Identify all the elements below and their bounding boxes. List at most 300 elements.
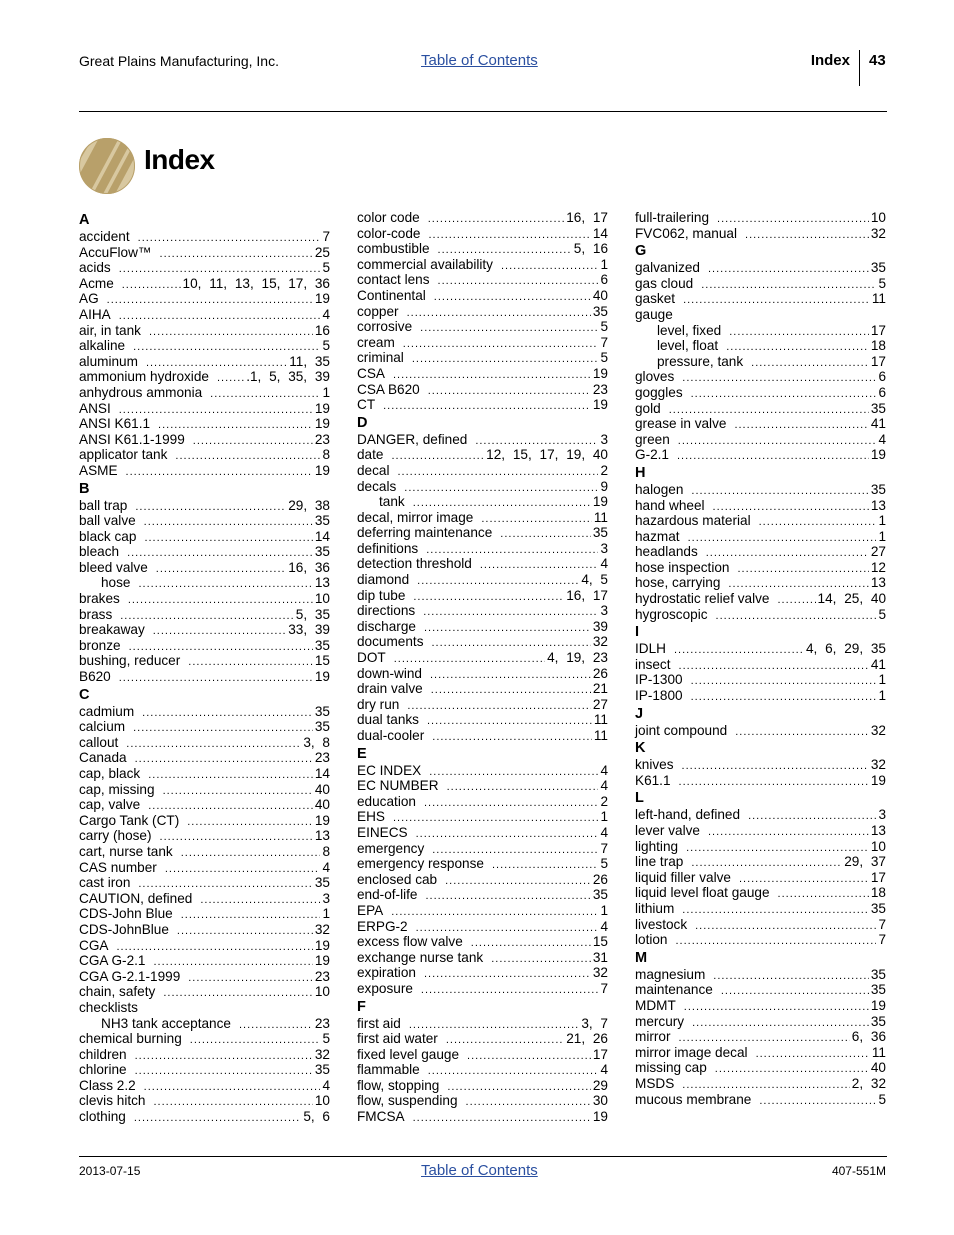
dot-leader — [119, 309, 321, 325]
index-entry[interactable] — [635, 385, 886, 401]
index-entry[interactable] — [79, 782, 330, 798]
index-term: end-of-life — [357, 887, 418, 903]
dot-leader — [153, 1095, 312, 1111]
index-entry[interactable] — [79, 447, 330, 463]
index-entry[interactable] — [357, 825, 608, 841]
index-page-refs: 19 — [314, 462, 330, 478]
index-term: corrosive — [357, 319, 413, 335]
footer-toc-link[interactable]: Table of Contents — [421, 1162, 538, 1179]
index-entry[interactable] — [357, 856, 608, 872]
index-term: clevis hitch — [79, 1093, 146, 1109]
index-page-refs: 11 — [871, 1044, 886, 1060]
index-entry[interactable] — [79, 245, 330, 261]
index-entry[interactable] — [79, 498, 330, 514]
index-entry[interactable] — [635, 757, 886, 773]
index-entry[interactable] — [635, 807, 886, 823]
index-entry[interactable] — [357, 288, 608, 304]
index-entry[interactable] — [635, 591, 886, 607]
index-entry[interactable] — [635, 823, 886, 839]
index-entry[interactable] — [79, 1109, 330, 1125]
index-entry[interactable] — [635, 226, 886, 242]
index-page-refs: 35 — [870, 900, 886, 916]
dot-leader — [500, 527, 591, 543]
index-term: ANSI K61.1 — [79, 416, 151, 432]
index-entry[interactable] — [635, 967, 886, 983]
index-entry[interactable] — [635, 307, 886, 323]
index-entry[interactable] — [635, 276, 886, 292]
index-page-refs: 4 — [322, 859, 330, 875]
index-entry[interactable] — [357, 463, 608, 479]
index-entry[interactable] — [635, 657, 886, 673]
index-entry[interactable] — [635, 854, 886, 870]
index-entry[interactable] — [357, 1031, 608, 1047]
index-page-refs: 3, 8 — [303, 734, 330, 750]
dot-leader — [393, 811, 598, 827]
index-entry[interactable] — [79, 432, 330, 448]
index-term: IDLH — [635, 641, 666, 657]
index-entry[interactable] — [357, 872, 608, 888]
index-entry[interactable] — [357, 241, 608, 257]
index-term: EINECS — [357, 824, 408, 840]
index-entry[interactable] — [635, 416, 886, 432]
index-page-refs: 3 — [600, 540, 608, 556]
index-term: applicator tank — [79, 447, 168, 463]
index-entry[interactable] — [79, 622, 330, 638]
index-entry[interactable] — [635, 513, 886, 529]
index-entry[interactable] — [79, 607, 330, 623]
index-page-refs: 13 — [870, 575, 886, 591]
index-entry[interactable] — [635, 1045, 886, 1061]
index-entry[interactable] — [635, 1076, 886, 1092]
dot-leader — [135, 1064, 313, 1080]
index-term: lotion — [635, 932, 668, 948]
index-entry[interactable] — [635, 447, 886, 463]
index-entry[interactable] — [79, 575, 330, 591]
index-page-refs: 2 — [600, 793, 608, 809]
index-page-refs: 10 — [314, 1093, 330, 1109]
dot-leader — [413, 1111, 591, 1127]
index-entry[interactable] — [357, 1047, 608, 1063]
index-page-refs: 35 — [870, 400, 886, 416]
index-page-refs: 31 — [592, 949, 608, 965]
index-entry[interactable] — [635, 870, 886, 886]
index-term: ANSI — [79, 400, 111, 416]
index-entry[interactable] — [357, 681, 608, 697]
index-entry[interactable] — [635, 338, 886, 354]
index-page-refs: 35 — [314, 637, 330, 653]
index-entry[interactable] — [79, 1062, 330, 1078]
index-page-refs: 10 — [314, 591, 330, 607]
dot-leader — [144, 515, 313, 531]
index-term: left-hand, defined — [635, 807, 741, 823]
index-entry[interactable] — [79, 401, 330, 417]
dot-leader — [676, 934, 877, 950]
index-entry[interactable] — [635, 291, 886, 307]
index-entry[interactable] — [79, 385, 330, 401]
index-entry[interactable] — [635, 1014, 886, 1030]
index-term: brass — [79, 606, 113, 622]
index-page-refs: 1 — [600, 902, 608, 918]
index-page-refs: 23 — [314, 750, 330, 766]
index-entry[interactable] — [357, 572, 608, 588]
index-entry[interactable] — [79, 938, 330, 954]
dot-leader — [706, 546, 869, 562]
index-entry[interactable] — [79, 875, 330, 891]
index-entry[interactable] — [79, 922, 330, 938]
dot-leader — [682, 759, 869, 775]
index-entry[interactable] — [635, 885, 886, 901]
index-entry[interactable] — [357, 1093, 608, 1109]
index-entry[interactable] — [357, 1078, 608, 1094]
index-term: criminal — [357, 350, 404, 366]
dot-leader — [721, 984, 869, 1000]
index-entry[interactable] — [635, 932, 886, 948]
index-entry[interactable] — [635, 323, 886, 339]
index-entry[interactable] — [79, 797, 330, 813]
index-page-refs: 40 — [870, 1060, 886, 1076]
index-entry[interactable] — [357, 319, 608, 335]
index-term: exposure — [357, 980, 413, 996]
index-entry[interactable] — [79, 323, 330, 339]
index-entry[interactable] — [635, 982, 886, 998]
index-term: pressure, tank — [657, 353, 744, 369]
index-term: decal — [357, 462, 390, 478]
index-term: hydrostatic relief valve — [635, 591, 770, 607]
index-entry[interactable] — [79, 544, 330, 560]
index-entry[interactable] — [357, 432, 608, 448]
index-entry[interactable] — [79, 416, 330, 432]
index-entry[interactable] — [357, 350, 608, 366]
index-letter-heading: G — [635, 243, 647, 260]
index-entry[interactable] — [357, 794, 608, 810]
index-entry[interactable] — [635, 1060, 886, 1076]
index-letter-heading: K — [635, 740, 646, 757]
index-term: tank — [379, 494, 405, 510]
dot-leader — [691, 690, 877, 706]
dot-leader — [759, 1094, 876, 1110]
index-term: down-wind — [357, 665, 422, 681]
index-page-refs: 32 — [870, 757, 886, 773]
dot-leader — [434, 290, 591, 306]
index-entry[interactable] — [79, 906, 330, 922]
header-toc-link[interactable]: Table of Contents — [421, 52, 538, 69]
index-page-refs: 5, 6 — [303, 1109, 330, 1125]
index-entry[interactable] — [357, 397, 608, 413]
index-entry[interactable] — [79, 560, 330, 576]
index-entry[interactable] — [79, 719, 330, 735]
index-entry[interactable] — [79, 1093, 330, 1109]
footer-doc-number: 407-551M — [831, 1164, 886, 1178]
index-entry[interactable] — [635, 773, 886, 789]
dot-leader — [717, 212, 869, 228]
index-entry[interactable] — [79, 1047, 330, 1063]
index-page-refs: 23 — [592, 381, 608, 397]
index-page-refs: 30 — [592, 1093, 608, 1109]
index-page-refs: 26 — [592, 665, 608, 681]
index-term: black cap — [79, 528, 137, 544]
dot-leader — [424, 967, 591, 983]
index-entry[interactable] — [357, 950, 608, 966]
index-entry[interactable] — [357, 447, 608, 463]
index-page-refs: 6 — [878, 384, 886, 400]
dot-leader — [431, 683, 591, 699]
index-term: bronze — [79, 637, 121, 653]
index-entry[interactable] — [635, 369, 886, 385]
index-page-refs: 19 — [314, 953, 330, 969]
index-entry[interactable] — [79, 276, 330, 292]
index-entry[interactable] — [79, 1000, 330, 1016]
dot-leader — [713, 969, 869, 985]
index-entry[interactable] — [79, 260, 330, 276]
index-page-refs: 17 — [870, 353, 886, 369]
dot-leader — [200, 893, 320, 909]
index-term: K61.1 — [635, 772, 671, 788]
index-page-refs: 11 — [593, 509, 608, 525]
index-entry[interactable] — [79, 984, 330, 1000]
index-term: joint compound — [635, 722, 728, 738]
index-entry[interactable] — [357, 841, 608, 857]
index-entry[interactable] — [357, 382, 608, 398]
index-term: cap, missing — [79, 781, 155, 797]
index-page-refs: 12, 15, 17, 19, 40 — [486, 447, 608, 463]
index-term: accident — [79, 229, 130, 244]
index-entry[interactable] — [357, 809, 608, 825]
index-entry[interactable] — [635, 432, 886, 448]
index-entry[interactable] — [357, 981, 608, 997]
index-term: knives — [635, 757, 674, 773]
index-page-refs: 6 — [600, 272, 608, 288]
index-entry[interactable] — [357, 304, 608, 320]
index-entry[interactable] — [357, 494, 608, 510]
index-entry[interactable] — [357, 1109, 608, 1125]
index-term: color-code — [357, 225, 421, 241]
index-entry[interactable] — [357, 556, 608, 572]
index-page-refs: 1 — [878, 688, 886, 704]
index-page-refs: 1 — [322, 906, 330, 922]
index-page-refs: 7 — [322, 229, 330, 244]
index-entry[interactable] — [79, 969, 330, 985]
dot-leader — [181, 846, 321, 862]
dot-leader — [491, 952, 591, 968]
index-entry[interactable] — [635, 839, 886, 855]
index-term: liquid level float gauge — [635, 885, 770, 901]
index-entry[interactable] — [635, 575, 886, 591]
header-rule — [79, 111, 887, 112]
dot-leader — [424, 621, 591, 637]
index-entry[interactable] — [357, 257, 608, 273]
index-entry[interactable] — [635, 607, 886, 623]
index-entry[interactable] — [357, 965, 608, 981]
dot-leader — [122, 278, 181, 294]
index-entry[interactable] — [635, 641, 886, 657]
dot-leader — [163, 784, 313, 800]
index-entry[interactable] — [357, 887, 608, 903]
index-entry[interactable] — [635, 210, 886, 226]
index-term: chain, safety — [79, 984, 156, 1000]
index-entry[interactable] — [79, 669, 330, 685]
index-page-refs: 19 — [314, 669, 330, 685]
dot-leader — [239, 1018, 313, 1034]
index-entry[interactable] — [635, 688, 886, 704]
index-page-refs: 8 — [322, 447, 330, 463]
dot-leader — [407, 699, 591, 715]
index-term: grease in valve — [635, 416, 727, 432]
index-entry[interactable] — [357, 366, 608, 382]
index-entry[interactable] — [635, 998, 886, 1014]
index-entry[interactable] — [79, 953, 330, 969]
index-entry[interactable] — [357, 650, 608, 666]
index-entry[interactable] — [357, 226, 608, 242]
index-term: lighting — [635, 838, 679, 854]
index-entry[interactable] — [79, 891, 330, 907]
index-entry[interactable] — [357, 588, 608, 604]
index-page-refs: 19 — [314, 291, 330, 307]
dot-leader — [445, 874, 591, 890]
dot-leader — [683, 293, 870, 309]
dot-leader — [127, 546, 313, 562]
index-entry[interactable] — [357, 1062, 608, 1078]
index-entry[interactable] — [357, 510, 608, 526]
index-entry[interactable] — [79, 529, 330, 545]
index-entry[interactable] — [357, 272, 608, 288]
index-entry[interactable] — [79, 653, 330, 669]
index-entry[interactable] — [357, 666, 608, 682]
index-entry[interactable] — [357, 335, 608, 351]
index-term: DANGER, defined — [357, 431, 468, 447]
index-entry[interactable] — [635, 498, 886, 514]
index-entry[interactable] — [635, 401, 886, 417]
index-term: discharge — [357, 618, 416, 634]
index-term: goggles — [635, 384, 683, 400]
header-section: Index — [810, 52, 850, 69]
index-term: flow, stopping — [357, 1077, 440, 1093]
index-term: cream — [357, 334, 395, 350]
index-entry[interactable] — [635, 1029, 886, 1045]
index-page-refs: 32 — [870, 722, 886, 738]
index-term: cast iron — [79, 875, 131, 891]
index-entry[interactable] — [79, 1078, 330, 1094]
index-page-refs: 11 — [593, 712, 608, 728]
index-entry[interactable] — [357, 934, 608, 950]
index-entry[interactable] — [635, 560, 886, 576]
index-entry[interactable] — [79, 766, 330, 782]
index-entry[interactable] — [357, 634, 608, 650]
index-page-refs: 13 — [314, 828, 330, 844]
index-entry[interactable] — [79, 844, 330, 860]
index-term: hose inspection — [635, 559, 730, 575]
index-term: CAUTION, defined — [79, 890, 193, 906]
index-page-refs: 32 — [592, 965, 608, 981]
dot-leader — [144, 1080, 321, 1096]
index-entry[interactable] — [79, 1031, 330, 1047]
dot-leader — [682, 371, 876, 387]
great-plains-logo-icon — [79, 138, 135, 194]
index-entry[interactable] — [635, 482, 886, 498]
index-entry[interactable] — [357, 603, 608, 619]
dot-leader — [501, 259, 598, 275]
index-entry[interactable] — [79, 513, 330, 529]
index-term: B620 — [79, 669, 111, 685]
dot-leader — [691, 674, 877, 690]
index-entry[interactable] — [357, 778, 608, 794]
index-entry[interactable] — [79, 463, 330, 479]
index-entry[interactable] — [79, 828, 330, 844]
index-entry[interactable] — [79, 750, 330, 766]
index-entry[interactable] — [79, 735, 330, 751]
index-entry[interactable] — [357, 210, 608, 226]
index-term: hose — [101, 575, 131, 591]
index-entry[interactable] — [635, 672, 886, 688]
index-entry[interactable] — [79, 860, 330, 876]
index-entry[interactable] — [357, 712, 608, 728]
index-entry[interactable] — [635, 354, 886, 370]
index-entry[interactable] — [357, 619, 608, 635]
index-page-refs: 35 — [314, 544, 330, 560]
index-entry[interactable] — [79, 354, 330, 370]
index-entry[interactable] — [79, 291, 330, 307]
index-entry[interactable] — [357, 697, 608, 713]
index-page-refs: 19 — [870, 447, 886, 463]
index-entry[interactable] — [635, 1092, 886, 1108]
dot-leader — [447, 1080, 591, 1096]
dot-leader — [383, 399, 591, 415]
index-entry[interactable] — [79, 813, 330, 829]
dot-leader — [682, 903, 869, 919]
index-entry[interactable] — [357, 479, 608, 495]
index-entry[interactable] — [357, 541, 608, 557]
index-entry[interactable] — [79, 338, 330, 354]
index-entry[interactable] — [357, 903, 608, 919]
index-entry[interactable] — [79, 369, 330, 385]
dot-leader — [177, 924, 313, 940]
dot-leader — [679, 775, 869, 791]
index-entry[interactable] — [635, 544, 886, 560]
index-term: hazardous material — [635, 513, 751, 529]
index-page-refs: 35 — [870, 982, 886, 998]
index-entry[interactable] — [635, 529, 886, 545]
index-entry[interactable] — [635, 260, 886, 276]
index-entry[interactable] — [79, 638, 330, 654]
index-page-refs: 35 — [870, 260, 886, 276]
index-entry[interactable] — [79, 704, 330, 720]
index-page-refs: 23 — [314, 431, 330, 447]
index-entry[interactable] — [635, 917, 886, 933]
index-entry[interactable] — [79, 591, 330, 607]
index-term: IP-1300 — [635, 672, 683, 688]
index-entry[interactable] — [357, 919, 608, 935]
index-entry[interactable] — [635, 723, 886, 739]
dot-leader — [692, 1016, 869, 1032]
dot-leader — [432, 730, 592, 746]
index-entry[interactable] — [357, 1016, 608, 1032]
index-letter-heading: L — [635, 790, 644, 807]
index-entry[interactable] — [79, 1016, 330, 1032]
index-entry[interactable] — [79, 307, 330, 323]
index-entry[interactable] — [357, 728, 608, 744]
index-entry[interactable] — [357, 763, 608, 779]
index-term: gauge — [635, 306, 673, 322]
index-entry[interactable] — [79, 229, 330, 245]
index-entry[interactable] — [357, 525, 608, 541]
index-letter-heading: D — [357, 414, 368, 431]
index-term: halogen — [635, 481, 684, 497]
index-page-refs: 19 — [592, 397, 608, 413]
index-term: CSA — [357, 365, 385, 381]
index-entry[interactable] — [635, 901, 886, 917]
index-page-refs: 10, 11, 13, 15, 17, 36 — [182, 275, 330, 291]
index-letter-heading: I — [635, 624, 640, 641]
index-term: full-trailering — [635, 210, 710, 225]
